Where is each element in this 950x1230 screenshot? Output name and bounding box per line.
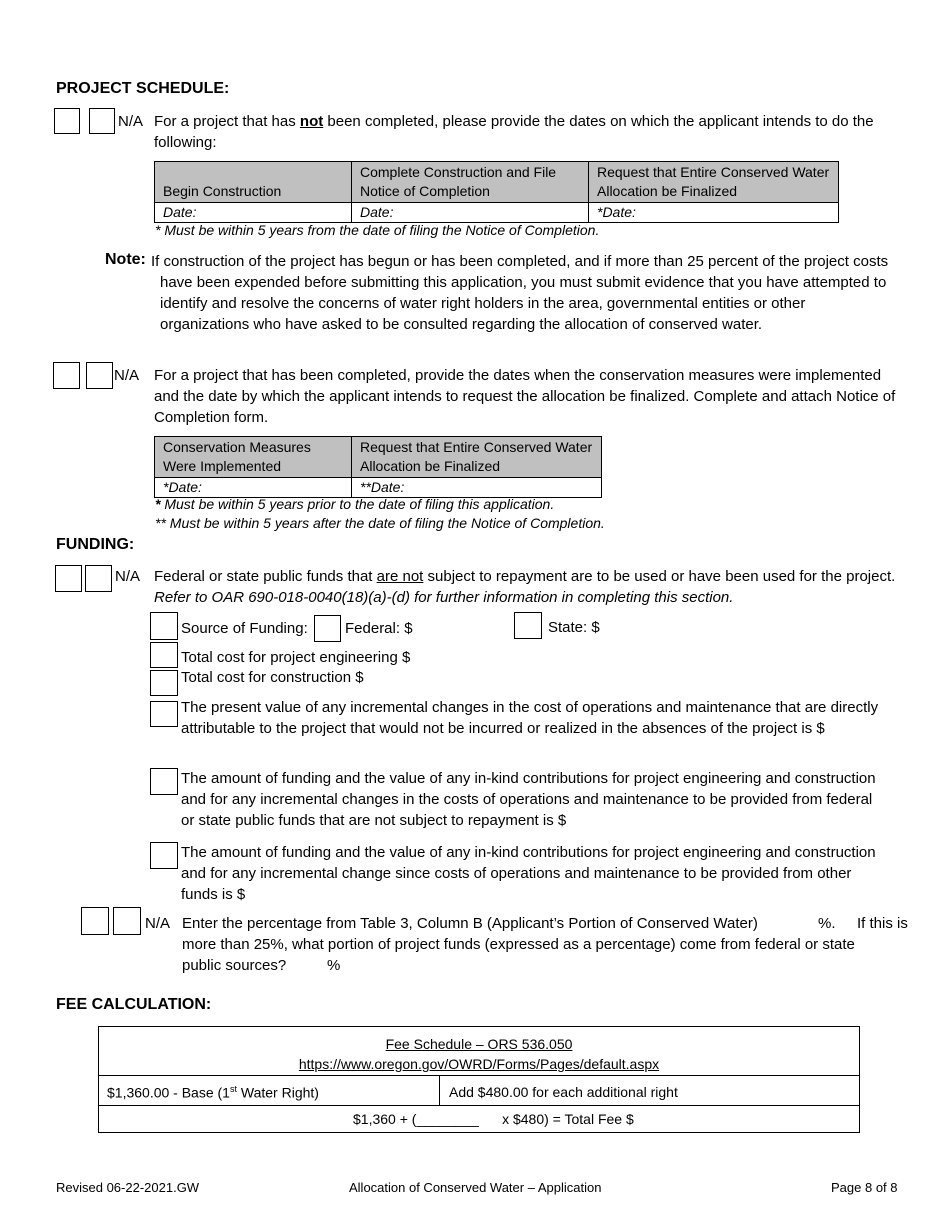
schedule-table-1 xyxy=(154,161,839,223)
fee-formula: $1,360 + (________ x $480) = Total Fee $ xyxy=(353,1111,634,1127)
date-field[interactable]: Date: xyxy=(352,203,589,223)
fee-schedule-title: Fee Schedule – ORS 536.050 xyxy=(385,1036,573,1052)
percent-symbol-2: % xyxy=(327,957,341,974)
na-label-3: N/A xyxy=(115,568,141,585)
percentage-question-line-3: public sources? xyxy=(182,957,287,974)
schedule-table-2 xyxy=(154,436,602,498)
construction-cost-checkbox[interactable] xyxy=(150,670,178,696)
source-of-funding-checkbox[interactable] xyxy=(150,612,178,640)
table1-footnote: * Must be within 5 years from the date of filing the Notice of Completion. xyxy=(155,222,600,238)
date-field[interactable]: **Date: xyxy=(352,478,602,498)
date-field[interactable]: *Date: xyxy=(155,478,352,498)
schedule-question-1: For a project that has not been completed, please provide the dates on which the applicant intends to do the following: xyxy=(154,113,874,151)
federal-checkbox[interactable] xyxy=(314,615,341,642)
date-field[interactable]: *Date: xyxy=(589,203,839,223)
footer-title: Allocation of Conserved Water – Application xyxy=(349,1180,602,1195)
yes-checkbox-1[interactable] xyxy=(54,108,80,134)
engineering-cost-checkbox[interactable] xyxy=(150,642,178,668)
fee-schedule-url[interactable]: https://www.oregon.gov/OWRD/Forms/Pages/default.aspx xyxy=(298,1056,660,1072)
no-checkbox-2[interactable] xyxy=(86,362,113,389)
fee-schedule-table xyxy=(98,1026,860,1133)
project-schedule-heading: PROJECT SCHEDULE: xyxy=(56,80,230,97)
yes-checkbox-3[interactable] xyxy=(55,565,82,592)
public-funds-text: The amount of funding and the value of any in-kind contributions for project engineering and construction and for any incremental changes in the costs of operations and maintenance to be provided from federal or state public funds that are not subject to repayment is $ xyxy=(181,770,876,829)
present-value-text: The present value of any incremental changes in the cost of operations and maintenance that are directly attributable to the project that would not be incurred or realized in the absences of the project is $ xyxy=(181,699,879,737)
source-of-funding-label: Source of Funding: xyxy=(181,620,308,637)
funding-heading: FUNDING: xyxy=(56,536,135,553)
public-funds-checkbox[interactable] xyxy=(150,768,178,795)
state-checkbox[interactable] xyxy=(514,612,542,639)
percent-symbol-1: %. xyxy=(818,915,836,932)
no-checkbox-1[interactable] xyxy=(89,108,115,134)
header-begin-construction: Begin Construction xyxy=(155,162,352,203)
note-text: If construction of the project has begun or has been completed, and if more than 25 percent of the project costs have been expended before submitting this application, you must submit evidence that you have attempted to identify and resolve the concerns of water right holders in the area, governmental entities or other organizations who have asked to be consulted regarding the allocation of conserved water. xyxy=(151,253,889,333)
date-field[interactable]: Date: xyxy=(155,203,352,223)
additional-rights-blank[interactable]: ________ xyxy=(416,1111,479,1127)
header-request-finalized: Request that Entire Conserved Water Allocation be Finalized xyxy=(352,437,602,478)
fee-formula-row xyxy=(99,1106,859,1133)
na-label-1: N/A xyxy=(118,113,144,130)
no-checkbox-3[interactable] xyxy=(85,565,112,592)
federal-label: Federal: $ xyxy=(345,620,413,637)
na-label-4: N/A xyxy=(145,915,171,932)
yes-checkbox-4[interactable] xyxy=(81,907,109,935)
na-label-2: N/A xyxy=(114,367,140,384)
footer-revised: Revised 06-22-2021.GW xyxy=(56,1180,200,1195)
engineering-cost-label: Total cost for project engineering $ xyxy=(181,649,411,666)
fee-rates-row xyxy=(99,1076,859,1106)
funding-question: Federal or state public funds that are not subject to repayment are to be used or have been used for the project. Refer to OAR 690-018-0040(18)(a)-(d) for further information in completing this section. xyxy=(154,568,896,606)
header-request-finalized: Request that Entire Conserved Water Allocation be Finalized xyxy=(589,162,839,203)
fee-calculation-heading: FEE CALCULATION: xyxy=(56,996,212,1013)
additional-fee: Add $480.00 for each additional right xyxy=(449,1084,678,1100)
construction-cost-label: Total cost for construction $ xyxy=(181,669,364,686)
yes-checkbox-2[interactable] xyxy=(53,362,80,389)
base-fee: $1,360.00 - Base (1st Water Right) xyxy=(107,1084,319,1101)
schedule-question-2: For a project that has been completed, provide the dates when the conservation measures were implemented and the date by which the applicant intends to request the allocation be finalized. Complete and attach Notice of Completion form. xyxy=(154,367,896,426)
other-funds-text: The amount of funding and the value of any in-kind contributions for project engineering and construction and for any incremental change since costs of operations and maintenance to be provided from other funds is $ xyxy=(181,844,876,903)
table2-footnote-2: ** Must be within 5 years after the date of filing the Notice of Completion. xyxy=(155,515,605,531)
fee-column-divider xyxy=(439,1076,440,1105)
note-label: Note: xyxy=(105,251,146,268)
no-checkbox-4[interactable] xyxy=(113,907,141,935)
header-measures-implemented: Conservation Measures Were Implemented xyxy=(155,437,352,478)
percentage-question-line-1: Enter the percentage from Table 3, Column B (Applicant’s Portion of Conserved Water) xyxy=(182,915,758,932)
state-label: State: $ xyxy=(548,619,600,636)
percentage-question-line-2: more than 25%, what portion of project funds (expressed as a percentage) come from federal or state xyxy=(182,936,855,953)
table2-footnote-1: * Must be within 5 years prior to the date of filing this application. xyxy=(155,496,555,512)
header-complete-construction: Complete Construction and File Notice of Completion xyxy=(352,162,589,203)
other-funds-checkbox[interactable] xyxy=(150,842,178,869)
percentage-question-line-1-end: If this is xyxy=(857,915,908,932)
present-value-checkbox[interactable] xyxy=(150,701,178,727)
footer-page-number: Page 8 of 8 xyxy=(831,1180,898,1195)
fee-schedule-header xyxy=(99,1027,859,1076)
